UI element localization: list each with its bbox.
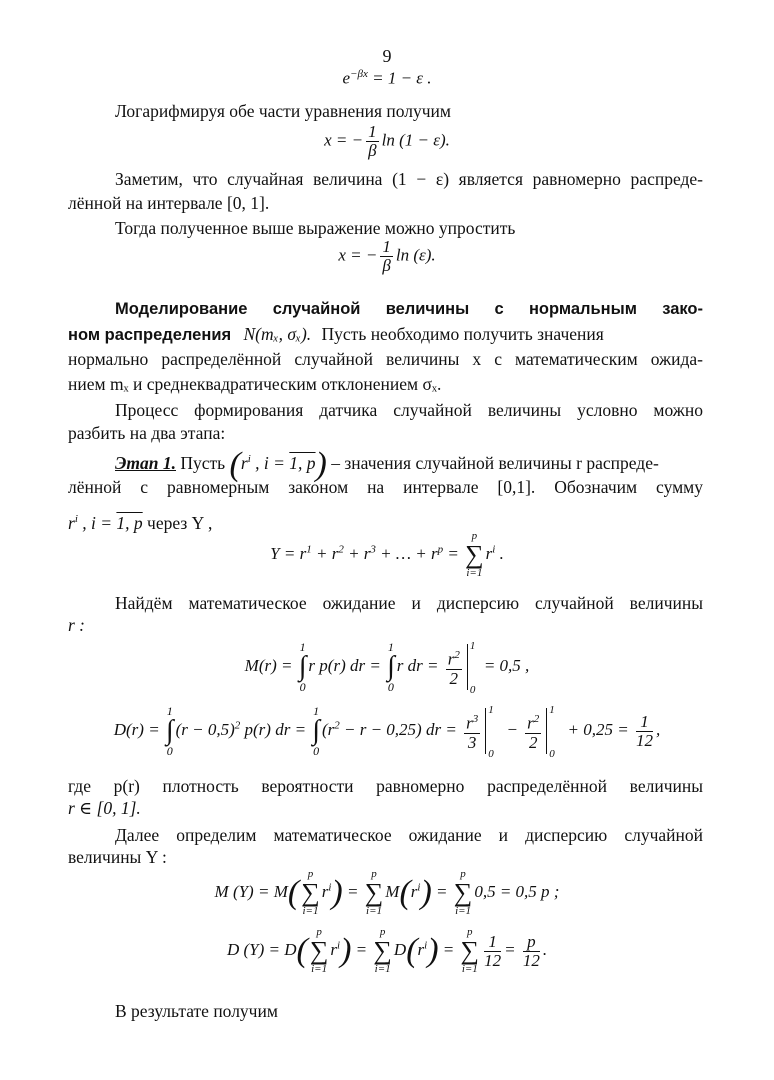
stage1-via: через Y , [147,512,213,533]
paragraph-note-line1: Заметим, что случайная величина (1 − ε) является равномерно распреде- [115,169,703,189]
equation-D-Y: D (Y) = D( p ∑ i=1 $r^i$) = p ∑ i=1 $D(r^i)$ = p ∑ i=1 $\frac{1}{12}$ = $\frac{p}{12}$ . [226,926,548,975]
page-number: 9 [382,46,392,66]
equation-exponential: $e^{-\beta x} = 1 - \varepsilon$ . [342,68,432,88]
equation-Y-sum: $Y = r^1 + r^2 + r^3$ + … + $r^p$ = p ∑ i=1 $r^i$ . [270,530,504,579]
stage1-sum-index: $r^i$ , i = 1, p [68,512,143,533]
paragraph-process-line1: Процесс формирования датчика случайной величины условно можно [115,400,703,420]
section-heading-line2 [68,323,703,346]
section-heading-tail: ном распределения [68,326,232,344]
heading-normal-distribution: N(mₓ, σₓ). [243,324,312,344]
paragraph-find-line2: r : [68,615,86,635]
paragraph-next-line1: Далее определим математическое ожидание и дисперсию случайной [115,825,703,845]
paragraph-normal-line1: нормально распределённой случайной величины x с математическим ожида- [68,349,703,369]
heading-rest-text: Пусть необходимо получить значения [321,324,604,344]
paragraph-logarithm: Логарифмируя обе части уравнения получим [115,101,451,121]
equation-x-log-1-eps: x = − $\frac{1}{\beta}$ ln (1 − ε). [324,122,450,160]
equation-M-Y: M (Y) = M( p ∑ i=1 $r^i$) = p ∑ i=1 $M(r^i)$ = p ∑ i=1 0,5 = 0,5 p ; [214,868,560,917]
paragraph-simplify: Тогда полученное выше выражение можно упростить [115,218,516,238]
stage1-line2: лённой с равномерным законом на интервале [0,1]. Обозначим сумму [68,477,703,497]
equation-D-r: D(r) = 1 ∫ 0 $(r - 0,5)^2$ p(r) dr = 1 ∫ 0 $(r^2 - r - 0,25)$ dr = $\frac{r^3}{3}$ 1 0 − $\frac{r^2}{2}$ 1 0 + 0,25 = $\frac{1}{12}$ , [113,704,661,760]
section-heading-line1: Моделирование случайной величины с нормальным зако- [115,300,703,318]
paragraph-note-line2: лённой на интервале [0, 1]. [68,193,270,213]
stage1-label: Этап 1. [115,452,176,473]
paragraph-normal-line2: нием mₓ и среднеквадратическим отклонением σₓ. [68,374,442,394]
paragraph-find-line1: Найдём математическое ожидание и дисперсию случайной величины [115,593,703,613]
equation-M-r: M(r) = 1 ∫ 0 r p(r) dr = 1 ∫ 0 r dr = $\frac{r^2}{2}$ 1 0 = 0,5 , [244,640,530,696]
paragraph-density-line2: r ∈ [0, 1]. [68,798,141,818]
paragraph-result: В результате получим [115,1001,278,1021]
paragraph-density-line1: где p(r) плотность вероятности равномерно распределённой величины [68,776,703,796]
stage1-line1: Этап 1. Пусть ($r^i$ , i = 1, p) – значения случайной величины r распреде- [115,445,659,483]
stage1-set: ($r^i$ , i = 1, p) [229,445,327,483]
equation-x-log-eps: x = − $\frac{1}{\beta}$ ln (ε). [338,237,436,275]
stage1-rest: – значения случайной величины r распреде- [331,452,659,473]
paragraph-next-line2: величины Y : [68,847,167,867]
paragraph-process-line2: разбить на два этапа: [68,423,226,443]
